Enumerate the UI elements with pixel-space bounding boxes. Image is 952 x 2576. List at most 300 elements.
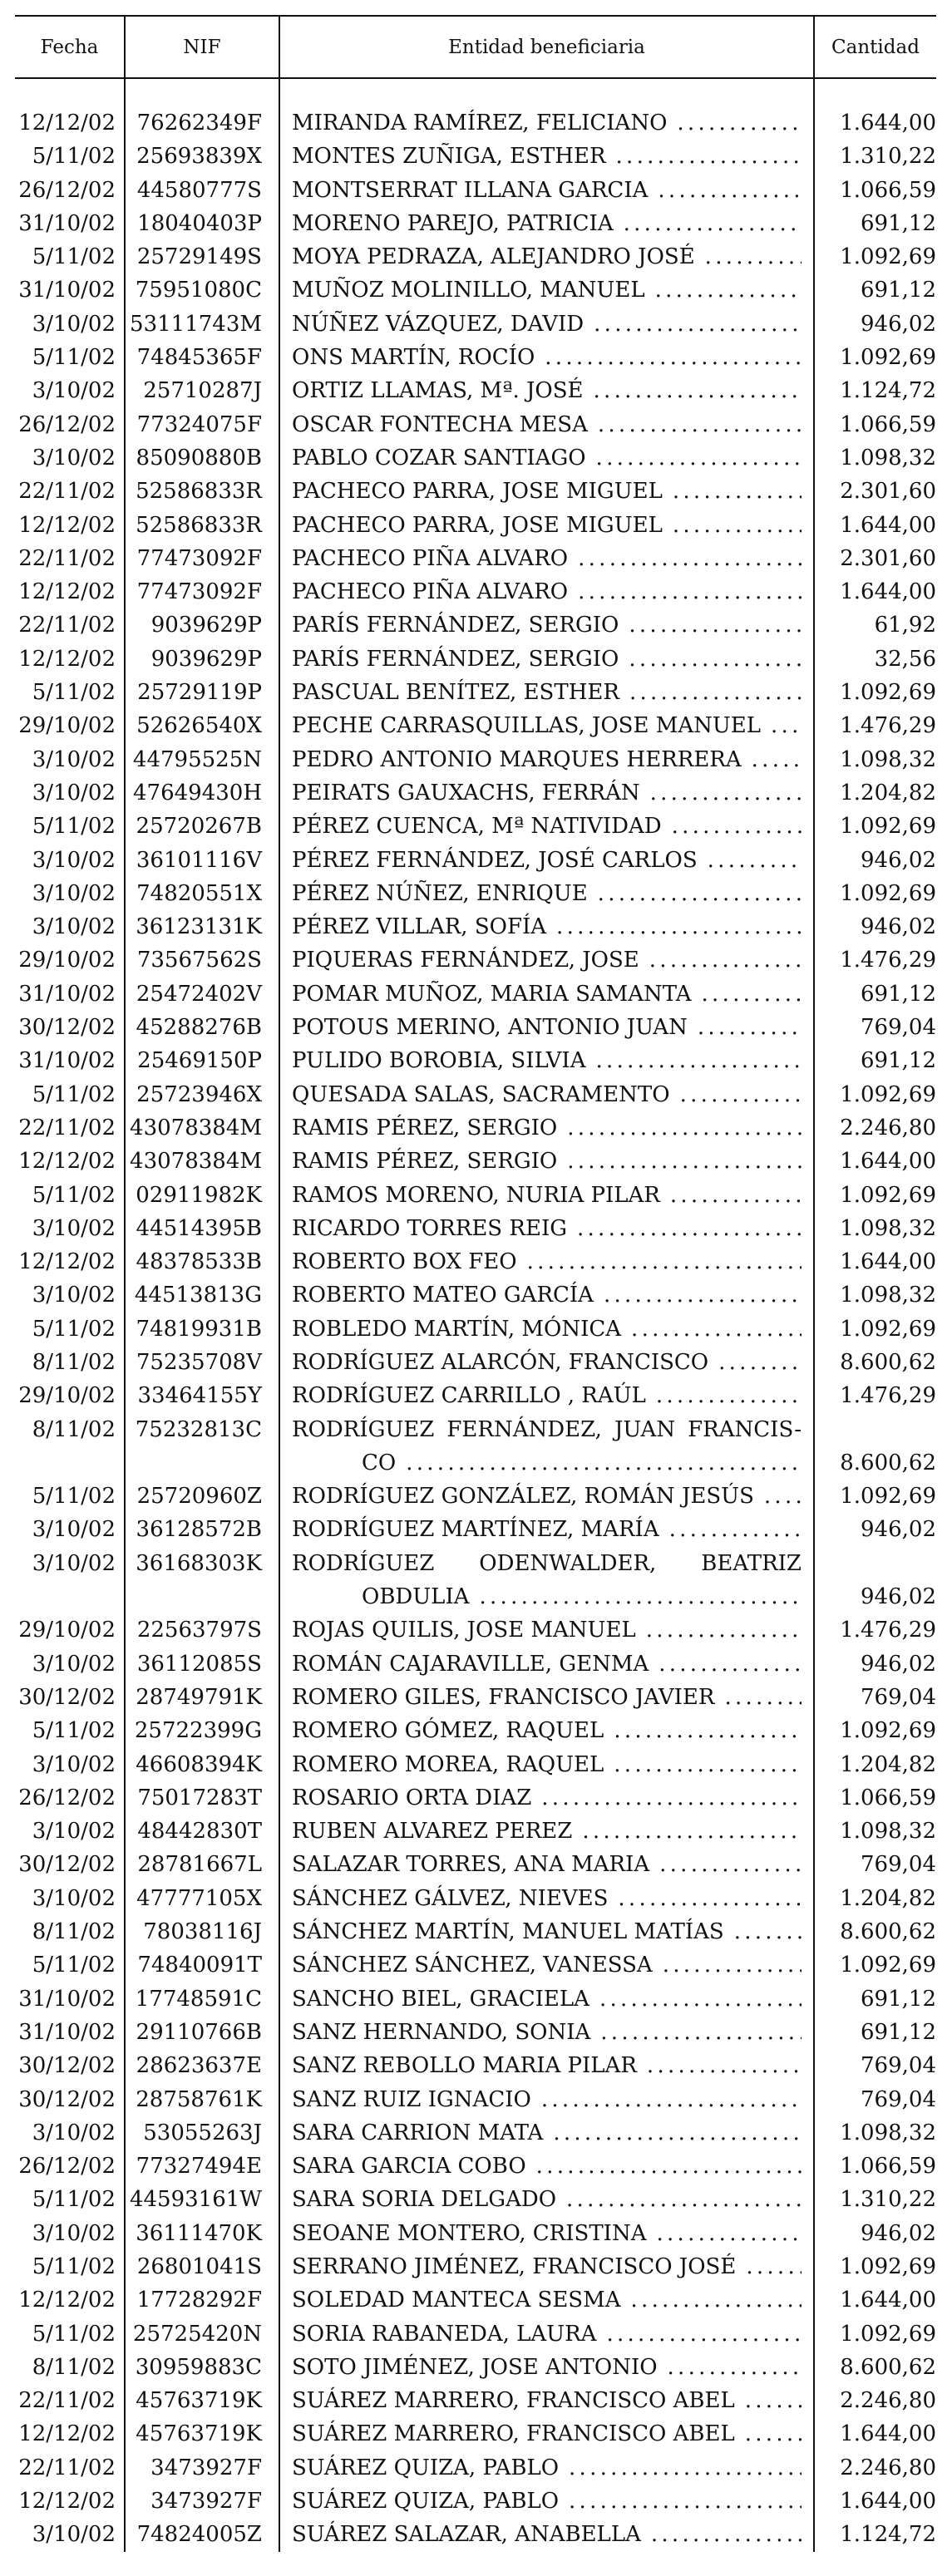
cell-fecha: 3/10/02 — [32, 746, 116, 772]
entity-name: RODRÍGUEZ FERNÁNDEZ, JUAN FRANCIS- — [292, 1416, 802, 1442]
dot-leader — [594, 308, 802, 341]
table-row — [15, 2485, 936, 2518]
table-row — [15, 1145, 936, 1178]
cell-nif: 28781667L — [125, 1848, 279, 1881]
cell-fecha: 26/12/02 — [18, 1785, 116, 1810]
table-row — [15, 1379, 936, 1412]
dot-leader — [680, 1078, 802, 1111]
entity-name: SUÁREZ QUIZA, PABLO — [292, 2489, 560, 2514]
cell-entidad — [279, 1278, 814, 1312]
dot-leader — [599, 1982, 802, 2016]
entity-line — [292, 140, 802, 173]
cell-fecha: 3/10/02 — [32, 1651, 116, 1677]
cell-nif: 52626540X — [125, 709, 279, 742]
dot-leader — [752, 743, 802, 776]
cell-entidad — [279, 1313, 814, 1346]
cell-entidad — [279, 308, 814, 341]
cell-cantidad: 769,04 — [814, 1681, 936, 1714]
entity-line — [292, 2183, 802, 2216]
cell-fecha: 3/10/02 — [32, 445, 116, 470]
cell-nif: 25693839X — [125, 140, 279, 173]
cell-fecha: 31/10/02 — [18, 1986, 116, 2012]
entity-name: ROBLEDO MARTÍN, MÓNICA — [292, 1316, 622, 1342]
dot-leader — [553, 2116, 802, 2150]
cell-nif: 28623637E — [125, 2049, 279, 2082]
dot-leader — [646, 1613, 802, 1647]
entity-line — [292, 2317, 802, 2351]
entity-name: PEDRO ANTONIO MARQUES HERRERA — [292, 746, 742, 772]
cell-fecha: 31/10/02 — [18, 278, 116, 303]
table-row — [15, 441, 936, 475]
dot-leader — [663, 1948, 802, 1982]
dot-leader — [771, 709, 802, 742]
cell-entidad — [279, 1078, 814, 1111]
cell-nif: 26801041S — [125, 2250, 279, 2283]
cell-fecha: 5/11/02 — [32, 1081, 116, 1107]
cell-nif: 43078384M — [125, 1111, 279, 1145]
cell-cantidad: 1.124,72 — [814, 374, 936, 407]
table-row — [15, 1313, 936, 1346]
cell-fecha: 26/12/02 — [18, 177, 116, 203]
cell-nif: 25729149S — [125, 240, 279, 273]
table-row — [15, 676, 936, 709]
cell-cantidad: 2.246,80 — [814, 2451, 936, 2485]
table-row — [15, 374, 936, 407]
entity-name: PACHECO PARRA, JOSE MIGUEL — [292, 479, 663, 505]
entity-line — [292, 1111, 802, 1145]
entity-line — [292, 608, 802, 642]
entity-name: SOLEDAD MANTECA SESMA — [292, 2288, 621, 2313]
cell-fecha: 26/12/02 — [18, 411, 116, 437]
dot-leader — [596, 441, 802, 475]
cell-nif: 22563797S — [125, 1613, 279, 1647]
cell-fecha: 5/11/02 — [32, 2254, 116, 2279]
dot-leader — [724, 1681, 802, 1714]
entity-line — [292, 1145, 802, 1178]
dot-leader — [734, 1915, 802, 1948]
table-row — [15, 1815, 936, 1848]
table-row — [15, 475, 936, 508]
dot-leader — [567, 1111, 802, 1145]
cell-fecha: 3/10/02 — [32, 1517, 116, 1543]
dot-leader — [655, 273, 802, 307]
cell-nif: 9039629P — [125, 643, 279, 676]
cell-cantidad: 1.098,32 — [814, 1278, 936, 1312]
cell-cantidad: 1.092,69 — [814, 2250, 936, 2283]
table-row — [15, 2116, 936, 2150]
cell-fecha: 5/11/02 — [32, 2187, 116, 2213]
dot-leader — [669, 1513, 802, 1546]
cell-cantidad: 1.124,72 — [814, 2518, 936, 2551]
cell-nif: 44593161W — [125, 2183, 279, 2216]
cell-nif: 74824005Z — [125, 2518, 279, 2551]
entity-line — [292, 743, 802, 776]
cell-entidad — [279, 1011, 814, 1044]
table-row — [15, 273, 936, 307]
cell-cantidad: 691,12 — [814, 1044, 936, 1077]
cell-fecha: 5/11/02 — [32, 1484, 116, 1510]
cell-entidad — [279, 341, 814, 374]
cell-entidad — [279, 2384, 814, 2417]
cell-fecha: 3/10/02 — [32, 311, 116, 337]
entity-line — [292, 308, 802, 341]
cell-cantidad: 8.600,62 — [814, 2351, 936, 2384]
table-row — [15, 509, 936, 542]
entity-name: ONS MARTÍN, ROCÍO — [292, 345, 535, 371]
entity-line — [292, 1413, 802, 1446]
cell-cantidad: 1.092,69 — [814, 1948, 936, 1982]
entity-line — [292, 1078, 802, 1111]
entity-name: SÁNCHEZ SÁNCHEZ, VANESSA — [292, 1953, 653, 1978]
dot-leader — [705, 240, 802, 273]
cell-fecha: 8/11/02 — [32, 1416, 116, 1442]
cell-cantidad: 1.092,69 — [814, 1313, 936, 1346]
cell-fecha: 31/10/02 — [18, 1048, 116, 1074]
entity-name: ROMERO GÓMEZ, RAQUEL — [292, 1718, 604, 1744]
entity-name: PACHECO PIÑA ALVARO — [292, 545, 569, 571]
cell-entidad — [279, 978, 814, 1011]
cell-entidad — [279, 1848, 814, 1881]
cell-cantidad: 691,12 — [814, 2016, 936, 2049]
entity-line — [292, 844, 802, 877]
cell-fecha: 30/12/02 — [18, 1015, 116, 1041]
cell-cantidad: 1.098,32 — [814, 441, 936, 475]
dot-leader — [536, 2150, 802, 2183]
cell-nif: 52586833R — [125, 475, 279, 508]
entity-line — [292, 810, 802, 843]
entity-name: PASCUAL BENÍTEZ, ESTHER — [292, 680, 619, 706]
dot-leader — [764, 1480, 802, 1513]
table-row — [15, 542, 936, 575]
cell-fecha: 3/10/02 — [32, 1550, 116, 1576]
header-cantidad: Cantidad — [814, 16, 936, 78]
dot-leader — [578, 575, 802, 608]
cell-fecha: 31/10/02 — [18, 981, 116, 1007]
table-row — [15, 643, 936, 676]
dot-leader — [670, 1179, 802, 1212]
cell-entidad — [279, 2116, 814, 2150]
cell-cantidad: 1.092,69 — [814, 877, 936, 910]
cell-nif: 9039629P — [125, 608, 279, 642]
entity-line — [292, 1513, 802, 1546]
dot-leader — [718, 1346, 802, 1379]
cell-nif: 45763719K — [125, 2417, 279, 2450]
entity-name: CO — [362, 1450, 397, 1475]
entity-line — [292, 1547, 802, 1580]
cell-entidad — [279, 643, 814, 676]
cell-nif: 74820551X — [125, 877, 279, 910]
cell-cantidad: 1.204,82 — [814, 776, 936, 810]
table-row — [15, 341, 936, 374]
cell-entidad — [279, 1212, 814, 1245]
cell-fecha: 3/10/02 — [32, 2522, 116, 2548]
dot-leader — [541, 1781, 802, 1815]
entity-name: RAMIS PÉREZ, SERGIO — [292, 1149, 558, 1175]
entity-name: PECHE CARRASQUILLAS, JOSE MANUEL — [292, 713, 762, 739]
entity-name: POMAR MUÑOZ, MARIA SAMANTA — [292, 981, 692, 1007]
cell-nif: 44795525N — [125, 743, 279, 776]
cell-entidad — [279, 2049, 814, 2082]
cell-fecha: 31/10/02 — [18, 2019, 116, 2045]
cell-cantidad: 1.066,59 — [814, 174, 936, 207]
entity-line — [292, 441, 802, 475]
cell-cantidad: 8.600,62 — [814, 1346, 936, 1379]
entity-line — [292, 2485, 802, 2518]
cell-fecha: 12/12/02 — [18, 2421, 116, 2447]
cell-cantidad: 1.476,29 — [814, 943, 936, 977]
cell-cantidad: 946,02 — [814, 910, 936, 943]
cell-fecha: 5/11/02 — [32, 1953, 116, 1978]
cell-entidad — [279, 140, 814, 173]
cell-nif: 3473927F — [125, 2451, 279, 2485]
entity-line — [292, 2451, 802, 2485]
entity-line — [292, 1648, 802, 1681]
cell-nif: 48442830T — [125, 1815, 279, 1848]
entity-line — [292, 1882, 802, 1915]
table-row — [15, 140, 936, 173]
cell-fecha: 3/10/02 — [32, 1819, 116, 1845]
dot-leader — [598, 877, 802, 910]
dot-leader — [673, 509, 802, 542]
table-row — [15, 1413, 936, 1480]
dot-leader — [582, 1815, 802, 1848]
entity-name: POTOUS MERINO, ANTONIO JUAN — [292, 1015, 688, 1041]
dot-leader — [545, 341, 802, 374]
table-row — [15, 1848, 936, 1881]
dot-leader — [624, 207, 802, 240]
entity-name: SUÁREZ SALAZAR, ANABELLA — [292, 2522, 641, 2548]
dot-leader — [614, 1714, 802, 1747]
entity-line — [292, 2351, 802, 2384]
cell-cantidad: 1.092,69 — [814, 1078, 936, 1111]
cell-fecha: 3/10/02 — [32, 2220, 116, 2246]
entity-name: ROBERTO BOX FEO — [292, 1249, 517, 1275]
entity-line — [292, 575, 802, 608]
table-row — [15, 608, 936, 642]
cell-entidad — [279, 1547, 814, 1614]
entity-name: OBDULIA — [362, 1584, 470, 1610]
table-row — [15, 877, 936, 910]
entity-name: RODRÍGUEZ CARRILLO , RAÚL — [292, 1383, 646, 1409]
table-row — [15, 810, 936, 843]
entity-name: ROJAS QUILIS, JOSE MANUEL — [292, 1618, 636, 1643]
dot-leader — [746, 2250, 802, 2283]
entity-line — [292, 1212, 802, 1245]
cell-entidad — [279, 2518, 814, 2551]
entity-line — [292, 1179, 802, 1212]
cell-cantidad: 1.098,32 — [814, 1815, 936, 1848]
cell-entidad — [279, 2317, 814, 2351]
cell-nif: 17728292F — [125, 2283, 279, 2317]
dot-leader — [629, 608, 802, 642]
cell-cantidad: 769,04 — [814, 1848, 936, 1881]
entity-line — [292, 273, 802, 307]
cell-cantidad: 1.644,00 — [814, 1145, 936, 1178]
cell-cantidad: 8.600,62 — [814, 1413, 936, 1480]
entity-line — [292, 1848, 802, 1881]
cell-fecha: 31/10/02 — [18, 210, 116, 236]
table-row — [15, 1714, 936, 1747]
cell-cantidad: 769,04 — [814, 2049, 936, 2082]
cell-fecha: 22/11/02 — [18, 1115, 116, 1140]
table-row — [15, 1044, 936, 1077]
cell-entidad — [279, 1613, 814, 1647]
entity-name: ROMÁN CAJARAVILLE, GENMA — [292, 1651, 649, 1677]
table-row — [15, 910, 936, 943]
cell-cantidad: 1.092,69 — [814, 2317, 936, 2351]
cell-nif: 02911982K — [125, 1179, 279, 1212]
cell-entidad — [279, 1111, 814, 1145]
table-row — [15, 1915, 936, 1948]
entity-name: SANCHO BIEL, GRACIELA — [292, 1986, 589, 2012]
cell-cantidad: 1.066,59 — [814, 2150, 936, 2183]
dot-leader — [629, 643, 802, 676]
cell-entidad — [279, 2217, 814, 2250]
entity-name: ROMERO GILES, FRANCISCO JAVIER — [292, 1684, 715, 1710]
entity-line — [292, 2116, 802, 2150]
entity-line — [292, 776, 802, 810]
table-row — [15, 1681, 936, 1714]
cell-cantidad: 1.092,69 — [814, 676, 936, 709]
cell-fecha: 12/12/02 — [18, 1249, 116, 1275]
cell-entidad — [279, 2451, 814, 2485]
entity-name: SUÁREZ MARRERO, FRANCISCO ABEL — [292, 2421, 735, 2447]
cell-nif: 29110766B — [125, 2016, 279, 2049]
cell-fecha: 26/12/02 — [18, 2154, 116, 2180]
entity-name: SOTO JIMÉNEZ, JOSE ANTONIO — [292, 2354, 658, 2380]
table-row — [15, 1547, 936, 1614]
cell-cantidad: 1.092,69 — [814, 1179, 936, 1212]
cell-nif: 43078384M — [125, 1145, 279, 1178]
entity-name: RAMOS MORENO, NURIA PILAR — [292, 1182, 660, 1208]
cell-entidad — [279, 408, 814, 441]
cell-nif: 3473927F — [125, 2485, 279, 2518]
entity-line — [292, 542, 802, 575]
cell-cantidad: 946,02 — [814, 2217, 936, 2250]
table-row — [15, 2183, 936, 2216]
dot-leader — [618, 1882, 802, 1915]
cell-entidad — [279, 240, 814, 273]
cell-fecha: 5/11/02 — [32, 1718, 116, 1744]
cell-cantidad: 1.066,59 — [814, 408, 936, 441]
dot-leader — [567, 1145, 802, 1178]
spacer-row — [15, 78, 936, 106]
cell-cantidad: 2.301,60 — [814, 475, 936, 508]
table-row — [15, 2317, 936, 2351]
table-row — [15, 1513, 936, 1546]
cell-entidad — [279, 943, 814, 977]
dot-leader — [702, 978, 802, 1011]
dot-leader — [708, 844, 802, 877]
entity-name: PÉREZ VILLAR, SOFÍA — [292, 914, 547, 940]
cell-fecha: 3/10/02 — [32, 880, 116, 906]
cell-nif: 53111743M — [125, 308, 279, 341]
cell-cantidad: 1.644,00 — [814, 2283, 936, 2317]
cell-fecha: 3/10/02 — [32, 1885, 116, 1911]
cell-nif: 28749791K — [125, 1681, 279, 1714]
cell-cantidad: 1.204,82 — [814, 1748, 936, 1781]
entity-line — [292, 1446, 802, 1480]
dot-leader — [672, 810, 802, 843]
dot-leader — [745, 2417, 802, 2450]
table-row — [15, 575, 936, 608]
cell-entidad — [279, 1915, 814, 1948]
cell-cantidad: 946,02 — [814, 1547, 936, 1614]
cell-cantidad: 1.092,69 — [814, 1714, 936, 1747]
cell-nif: 25469150P — [125, 1044, 279, 1077]
cell-fecha: 5/11/02 — [32, 814, 116, 840]
cell-fecha: 5/11/02 — [32, 1182, 116, 1208]
header-entidad: Entidad beneficiaria — [279, 16, 814, 78]
cell-nif: 75235708V — [125, 1346, 279, 1379]
table-row — [15, 1278, 936, 1312]
cell-fecha: 12/12/02 — [18, 512, 116, 538]
cell-entidad — [279, 1413, 814, 1480]
cell-fecha: 22/11/02 — [18, 2388, 116, 2414]
table-row — [15, 2049, 936, 2082]
dot-leader — [527, 1245, 802, 1278]
cell-nif: 77473092F — [125, 542, 279, 575]
header-row — [15, 16, 936, 78]
cell-entidad — [279, 743, 814, 776]
cell-cantidad: 1.098,32 — [814, 1212, 936, 1245]
cell-cantidad: 946,02 — [814, 1513, 936, 1546]
dot-leader — [677, 106, 802, 140]
entity-line — [292, 1613, 802, 1647]
cell-fecha: 3/10/02 — [32, 2120, 116, 2145]
cell-fecha: 3/10/02 — [32, 1751, 116, 1777]
entity-line — [292, 877, 802, 910]
cell-nif: 47649430H — [125, 776, 279, 810]
cell-nif: 78038116J — [125, 1915, 279, 1948]
cell-fecha: 29/10/02 — [18, 948, 116, 973]
cell-nif: 74819931B — [125, 1313, 279, 1346]
header-nif: NIF — [125, 16, 279, 78]
entity-line — [292, 2417, 802, 2450]
cell-entidad — [279, 709, 814, 742]
entity-line — [292, 1480, 802, 1513]
entity-line — [292, 676, 802, 709]
cell-entidad — [279, 1648, 814, 1681]
dot-leader — [698, 1011, 802, 1044]
cell-nif: 53055263J — [125, 2116, 279, 2150]
dot-leader — [651, 2518, 802, 2551]
cell-nif: 44580777S — [125, 174, 279, 207]
dot-leader — [656, 1379, 802, 1412]
cell-cantidad: 946,02 — [814, 308, 936, 341]
dot-leader — [659, 1848, 802, 1881]
cell-nif: 25710287J — [125, 374, 279, 407]
cell-entidad — [279, 1982, 814, 2016]
entity-line — [292, 2049, 802, 2082]
cell-cantidad: 1.644,00 — [814, 509, 936, 542]
cell-nif: 36128572B — [125, 1513, 279, 1546]
table-row — [15, 1648, 936, 1681]
cell-entidad — [279, 776, 814, 810]
cell-entidad — [279, 2351, 814, 2384]
entity-name: QUESADA SALAS, SACRAMENTO — [292, 1081, 670, 1107]
table-row — [15, 408, 936, 441]
entity-line — [292, 2283, 802, 2317]
entity-line — [292, 1245, 802, 1278]
dot-leader — [480, 1580, 802, 1613]
entity-name: RODRÍGUEZ GONZÁLEZ, ROMÁN JESÚS — [292, 1484, 754, 1510]
table-row — [15, 2518, 936, 2551]
dot-leader — [658, 174, 802, 207]
entity-name: MIRANDA RAMÍREZ, FELICIANO — [292, 111, 668, 135]
cell-cantidad: 691,12 — [814, 1982, 936, 2016]
cell-entidad — [279, 1948, 814, 1982]
